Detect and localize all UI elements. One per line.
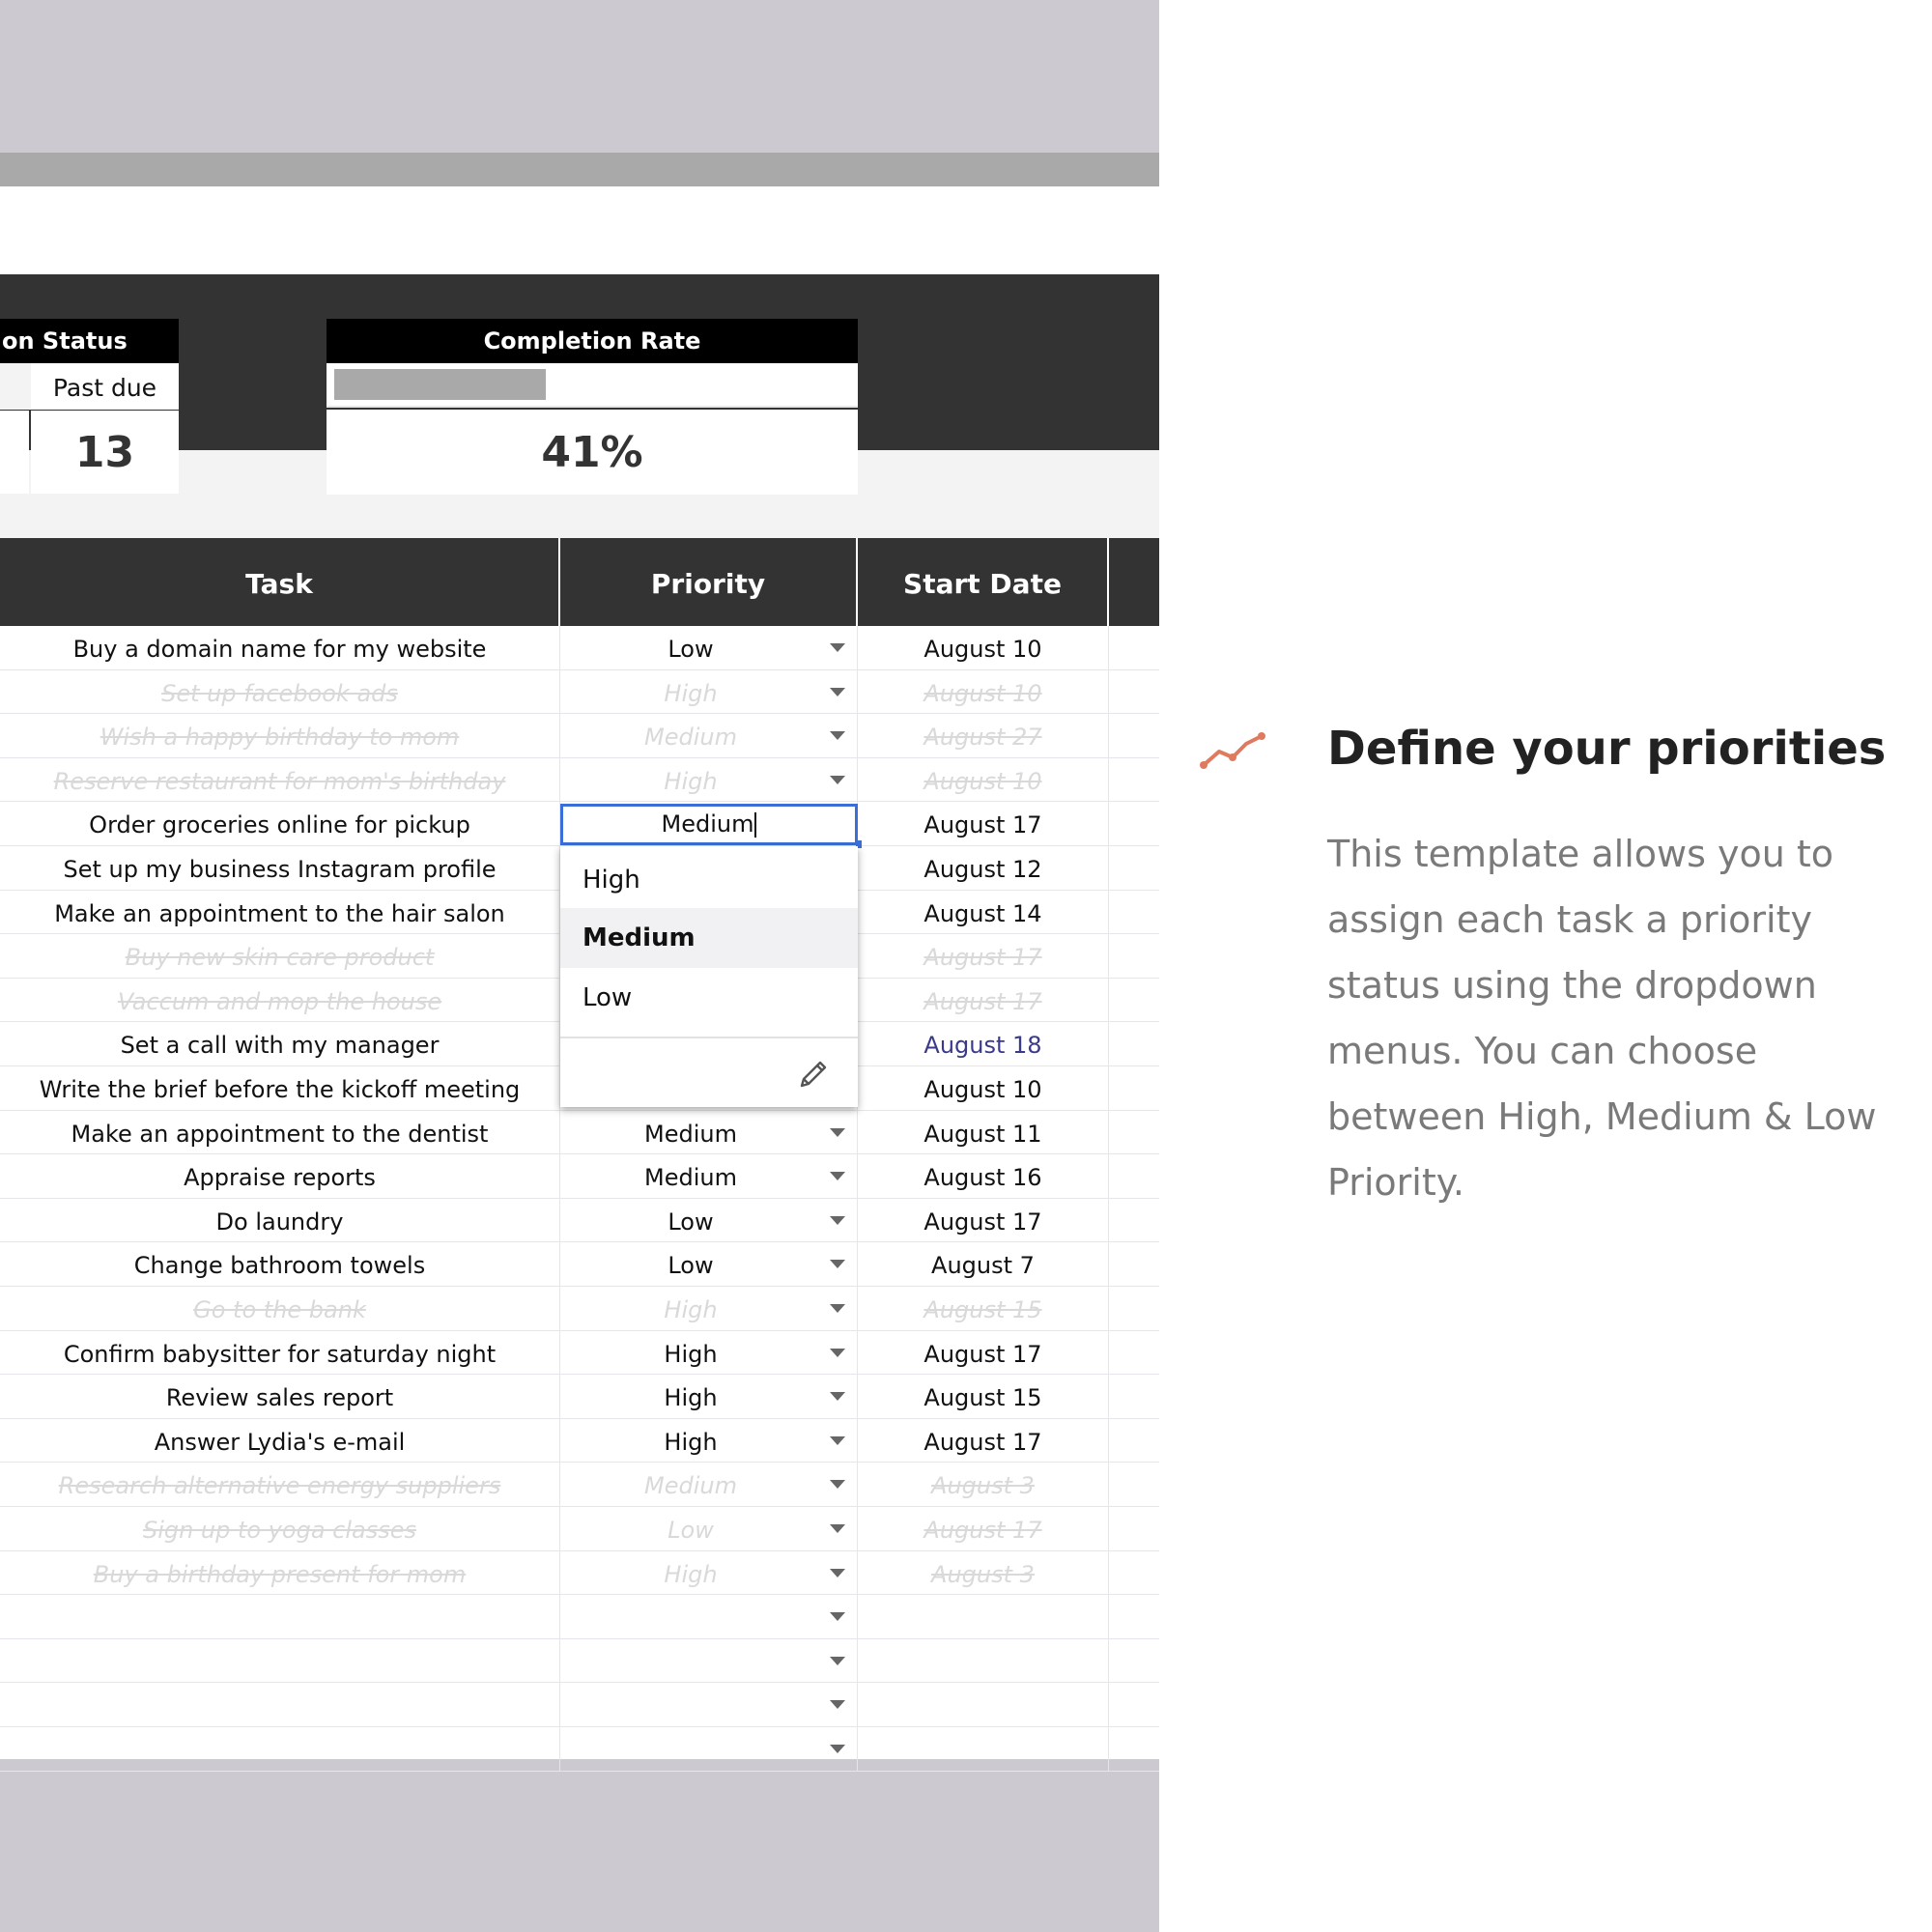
priority-value: Low	[668, 1517, 714, 1544]
info-description: This template allows you to assign each task a priority status using the dropdown menus. You can choose between High, Medium & Low Priority.	[1327, 833, 1877, 1204]
priority-cell[interactable]	[560, 1419, 858, 1463]
table-row[interactable]	[0, 1287, 1159, 1331]
task-cell[interactable]: Research alternative energy suppliers	[0, 1463, 560, 1506]
priority-cell[interactable]	[560, 1154, 858, 1198]
column-header-start-date[interactable]: Start Date	[858, 538, 1109, 626]
priority-cell[interactable]	[560, 714, 858, 757]
priority-value: Medium	[644, 1120, 737, 1148]
start-date-cell[interactable]: August 14	[858, 891, 1109, 934]
task-cell[interactable]: Review sales report	[0, 1375, 560, 1418]
dropdown-arrow-icon[interactable]	[830, 1128, 845, 1137]
priority-value: Medium	[644, 724, 737, 752]
table-row[interactable]	[0, 758, 1159, 803]
start-date-cell[interactable]: August 17	[858, 1419, 1109, 1463]
task-cell[interactable]: Appraise reports	[0, 1154, 560, 1198]
priority-cell[interactable]	[560, 626, 858, 669]
table-row[interactable]	[0, 1111, 1159, 1155]
start-date-cell[interactable]: August 18	[858, 1022, 1109, 1065]
dropdown-arrow-icon[interactable]	[830, 688, 845, 696]
task-cell[interactable]: Set up facebook ads	[0, 670, 560, 714]
priority-cell[interactable]	[560, 1683, 858, 1726]
table-row[interactable]	[0, 1375, 1159, 1419]
table-row[interactable]	[0, 1551, 1159, 1596]
task-cell[interactable]: Reserve restaurant for mom's birthday	[0, 758, 560, 802]
priority-value: Low	[668, 1208, 714, 1236]
start-date-cell[interactable]: August 17	[858, 1331, 1109, 1375]
priority-value: High	[664, 1560, 718, 1588]
task-cell[interactable]: Vaccum and mop the house	[0, 979, 560, 1022]
column-header-priority[interactable]: Priority	[560, 538, 858, 626]
start-date-cell[interactable]	[858, 1595, 1109, 1638]
info-title: Define your priorities	[1327, 722, 1887, 776]
priority-value: Low	[668, 636, 714, 663]
start-date-cell[interactable]: August 10	[858, 1066, 1109, 1110]
table-row[interactable]	[0, 714, 1159, 758]
pencil-icon[interactable]	[796, 1057, 831, 1092]
dropdown-arrow-icon[interactable]	[830, 1216, 845, 1225]
dropdown-divider	[560, 1037, 858, 1038]
dropdown-arrow-icon[interactable]	[830, 1260, 845, 1268]
dropdown-option-low[interactable]: Low	[582, 983, 633, 1012]
task-cell[interactable]: Make an appointment to the dentist	[0, 1111, 560, 1154]
priority-cell[interactable]	[560, 1463, 858, 1506]
column-header-task[interactable]: Task	[0, 538, 560, 626]
start-date-cell[interactable]: August 27	[858, 714, 1109, 757]
dropdown-arrow-icon[interactable]	[830, 1657, 845, 1665]
status-card-title: on Status	[0, 319, 179, 363]
priority-cell[interactable]	[560, 1551, 858, 1595]
priority-edit-value: Medium	[661, 810, 754, 838]
start-date-cell[interactable]	[858, 1683, 1109, 1726]
table-row[interactable]	[0, 1419, 1159, 1463]
dropdown-arrow-icon[interactable]	[830, 1349, 845, 1357]
table-row[interactable]	[0, 1727, 1159, 1772]
completion-rate-value: 41%	[327, 410, 858, 495]
start-date-cell[interactable]: August 10	[858, 670, 1109, 714]
priority-cell[interactable]	[560, 1375, 858, 1418]
priority-value: High	[664, 1340, 718, 1368]
start-date-cell[interactable]: August 17	[858, 1199, 1109, 1242]
task-cell[interactable]: Make an appointment to the hair salon	[0, 891, 560, 934]
dropdown-arrow-icon[interactable]	[830, 1569, 845, 1577]
priority-value: High	[664, 767, 718, 795]
priority-cell[interactable]	[560, 1331, 858, 1375]
start-date-cell[interactable]: August 15	[858, 1287, 1109, 1330]
dropdown-arrow-icon[interactable]	[830, 643, 845, 652]
task-cell[interactable]	[0, 1683, 560, 1726]
priority-cell[interactable]	[560, 1727, 858, 1771]
table-row[interactable]	[0, 626, 1159, 670]
priority-value: High	[664, 679, 718, 707]
task-cell[interactable]: Buy a birthday present for mom	[0, 1551, 560, 1595]
start-date-cell[interactable]: August 15	[858, 1375, 1109, 1418]
sheet-toolbar-strip	[0, 153, 1159, 186]
dropdown-arrow-icon[interactable]	[830, 1480, 845, 1489]
task-cell[interactable]: Set a call with my manager	[0, 1022, 560, 1065]
priority-cell[interactable]	[560, 670, 858, 714]
dropdown-arrow-icon[interactable]	[830, 1745, 845, 1753]
table-row[interactable]	[0, 1199, 1159, 1243]
dropdown-arrow-icon[interactable]	[830, 1700, 845, 1709]
table-row[interactable]	[0, 1507, 1159, 1551]
priority-value: Low	[668, 1252, 714, 1280]
priority-value: High	[664, 1296, 718, 1323]
trend-line-icon	[1198, 726, 1275, 775]
table-row[interactable]	[0, 1242, 1159, 1287]
task-cell[interactable]	[0, 1727, 560, 1771]
priority-edit-cell[interactable]	[560, 804, 858, 845]
start-date-cell[interactable]: August 17	[858, 934, 1109, 978]
task-cell[interactable]: Buy a domain name for my website	[0, 626, 560, 669]
dropdown-arrow-icon[interactable]	[830, 1524, 845, 1533]
dropdown-arrow-icon[interactable]	[830, 776, 845, 784]
start-date-cell[interactable]: August 17	[858, 1507, 1109, 1550]
priority-value: Medium	[644, 1472, 737, 1500]
priority-cell[interactable]	[560, 1639, 858, 1683]
task-cell[interactable]: Do laundry	[0, 1199, 560, 1242]
dropdown-arrow-icon[interactable]	[830, 731, 845, 740]
dropdown-arrow-icon[interactable]	[830, 1392, 845, 1401]
task-cell[interactable]: Answer Lydia's e-mail	[0, 1419, 560, 1463]
dropdown-arrow-icon[interactable]	[830, 1436, 845, 1445]
table-row[interactable]	[0, 1331, 1159, 1376]
start-date-cell[interactable]: August 11	[858, 1111, 1109, 1154]
priority-cell[interactable]	[560, 1507, 858, 1550]
task-cell[interactable]: Sign up to yoga classes	[0, 1507, 560, 1550]
task-cell[interactable]: Confirm babysitter for saturday night	[0, 1331, 560, 1375]
table-row[interactable]	[0, 1154, 1159, 1199]
start-date-cell[interactable]: August 3	[858, 1463, 1109, 1506]
dropdown-arrow-icon[interactable]	[830, 1304, 845, 1313]
priority-cell[interactable]	[560, 758, 858, 802]
table-row[interactable]	[0, 1595, 1159, 1639]
task-cell[interactable]: Write the brief before the kickoff meeting	[0, 1066, 560, 1110]
text-caret	[754, 812, 756, 838]
completion-progress-bar	[327, 363, 858, 408]
completion-rate-title: Completion Rate	[327, 319, 858, 363]
priority-value: High	[664, 1428, 718, 1456]
dropdown-option-medium[interactable]: Medium	[560, 908, 858, 968]
past-due-label: Past due	[31, 363, 179, 410]
task-cell[interactable]	[0, 1639, 560, 1683]
task-cell[interactable]: Buy new skin care product	[0, 934, 560, 978]
task-cell[interactable]: Go to the bank	[0, 1287, 560, 1330]
priority-cell[interactable]	[560, 1595, 858, 1638]
dropdown-option-high[interactable]: High	[582, 866, 640, 895]
past-due-count: 13	[31, 411, 179, 494]
dropdown-arrow-icon[interactable]	[830, 1172, 845, 1180]
table-row[interactable]	[0, 670, 1159, 715]
start-date-cell[interactable]: August 17	[858, 979, 1109, 1022]
task-cell[interactable]	[0, 1595, 560, 1638]
priority-value: Medium	[644, 1164, 737, 1192]
start-date-cell[interactable]	[858, 1639, 1109, 1683]
priority-value: High	[664, 1384, 718, 1412]
start-date-cell[interactable]: August 3	[858, 1551, 1109, 1595]
task-cell[interactable]: Set up my business Instagram profile	[0, 846, 560, 890]
task-cell[interactable]: Wish a happy birthday to mom	[0, 714, 560, 757]
status-card-left-cell	[0, 411, 29, 494]
start-date-cell[interactable]: August 7	[858, 1242, 1109, 1286]
dropdown-arrow-icon[interactable]	[830, 1612, 845, 1621]
completion-progress-fill	[334, 369, 546, 400]
task-cell[interactable]: Order groceries online for pickup	[0, 802, 560, 845]
start-date-cell[interactable]: August 17	[858, 802, 1109, 845]
priority-cell[interactable]	[560, 1199, 858, 1242]
priority-cell[interactable]	[560, 1287, 858, 1330]
table-row[interactable]	[0, 1639, 1159, 1684]
start-date-cell[interactable]	[858, 1727, 1109, 1771]
priority-cell[interactable]	[560, 1242, 858, 1286]
table-row[interactable]	[0, 1683, 1159, 1727]
start-date-cell[interactable]: August 10	[858, 758, 1109, 802]
table-row[interactable]	[0, 1463, 1159, 1507]
start-date-cell[interactable]: August 10	[858, 626, 1109, 669]
start-date-cell[interactable]: August 16	[858, 1154, 1109, 1198]
priority-cell[interactable]	[560, 1111, 858, 1154]
start-date-cell[interactable]: August 12	[858, 846, 1109, 890]
task-cell[interactable]: Change bathroom towels	[0, 1242, 560, 1286]
